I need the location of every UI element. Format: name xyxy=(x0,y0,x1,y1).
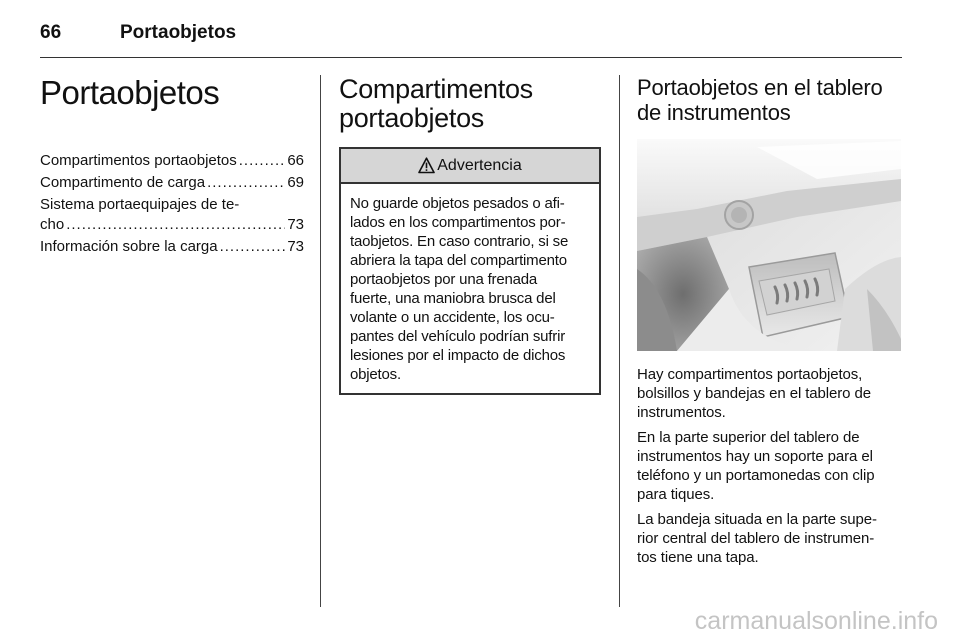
warning-line: portaobjetos por una frenada xyxy=(350,271,538,288)
warning-triangle-icon xyxy=(418,157,435,174)
column-divider xyxy=(619,75,620,607)
paragraph-line: instrumentos hay un soporte para el xyxy=(637,448,873,465)
body-paragraph xyxy=(637,365,901,422)
subsection-title-line: de instrumentos xyxy=(637,100,791,125)
warning-line: No guarde objetos pesados o afi- xyxy=(350,195,565,212)
toc-entry-title: Información sobre la carga xyxy=(40,238,218,255)
warning-line: volante o un accidente, los ocu- xyxy=(350,309,555,326)
toc-entry-page: 73 xyxy=(287,216,304,233)
warning-line: pantes del vehículo podrían sufrir xyxy=(350,328,565,345)
toc-leader xyxy=(66,215,285,235)
toc-entry[interactable] xyxy=(40,173,304,193)
paragraph-line: rior central del tablero de instrumen- xyxy=(637,530,875,547)
warning-line: lados en los compartimentos por- xyxy=(350,214,566,231)
paragraph-line: instrumentos. xyxy=(637,404,726,421)
table-of-contents xyxy=(40,151,304,257)
warning-line: abriera la tapa del compartimento xyxy=(350,252,567,269)
warning-line: lesiones por el impacto de dichos xyxy=(350,347,566,364)
paragraph-line: tos tiene una tapa. xyxy=(637,549,759,566)
warning-title: Advertencia xyxy=(437,156,522,174)
page-header xyxy=(40,18,902,58)
page-number: 66 xyxy=(40,22,62,43)
warning-header xyxy=(341,149,599,184)
toc-entry[interactable] xyxy=(40,151,304,171)
column-divider xyxy=(320,75,321,607)
column-contents xyxy=(40,75,304,259)
watermark: carmanualsonline.info xyxy=(694,607,938,635)
toc-leader xyxy=(239,151,286,171)
toc-entry-page: 73 xyxy=(287,238,304,255)
warning-text xyxy=(341,184,599,393)
paragraph-line: En la parte superior del tablero de xyxy=(637,429,860,446)
chapter-title: Portaobjetos xyxy=(40,74,220,111)
section-title-line: portaobjetos xyxy=(339,103,485,133)
toc-entry[interactable] xyxy=(40,237,304,257)
warning-line: objetos. xyxy=(350,366,401,383)
warning-line: fuerte, una maniobra brusca del xyxy=(350,290,556,307)
column-subsection xyxy=(637,75,901,573)
body-paragraph xyxy=(637,428,901,504)
toc-leader xyxy=(220,237,286,257)
paragraph-line: bolsillos y bandejas en el tablero de xyxy=(637,385,871,402)
body-paragraph xyxy=(637,510,901,567)
toc-entry-page: 69 xyxy=(287,174,304,191)
paragraph-line: teléfono y un portamonedas con clip xyxy=(637,467,875,484)
toc-entry-title-continued: cho xyxy=(40,216,65,233)
warning-box xyxy=(339,147,601,395)
column-section xyxy=(339,75,601,395)
paragraph-line: La bandeja situada en la parte supe- xyxy=(637,511,877,528)
paragraph-line: Hay compartimentos portaobjetos, xyxy=(637,366,863,383)
subsection-title xyxy=(637,75,901,125)
dashboard-storage-illustration xyxy=(637,139,901,351)
toc-entry-title: Sistema portaequipajes de te- xyxy=(40,196,240,213)
toc-entry-title: Compartimentos portaobjetos xyxy=(40,152,237,169)
warning-line: taobjetos. En caso contrario, si se xyxy=(350,233,569,250)
paragraph-line: para tiques. xyxy=(637,486,715,503)
toc-entry[interactable] xyxy=(40,195,304,235)
toc-entry-page: 66 xyxy=(287,152,304,169)
subsection-title-line: Portaobjetos en el tablero xyxy=(637,75,883,100)
section-title xyxy=(339,75,601,133)
section-title-line: Compartimentos xyxy=(339,74,533,104)
toc-entry-title: Compartimento de carga xyxy=(40,174,206,191)
dashboard-storage-photo xyxy=(637,139,901,351)
running-title: Portaobjetos xyxy=(120,22,237,43)
toc-leader xyxy=(207,173,285,193)
